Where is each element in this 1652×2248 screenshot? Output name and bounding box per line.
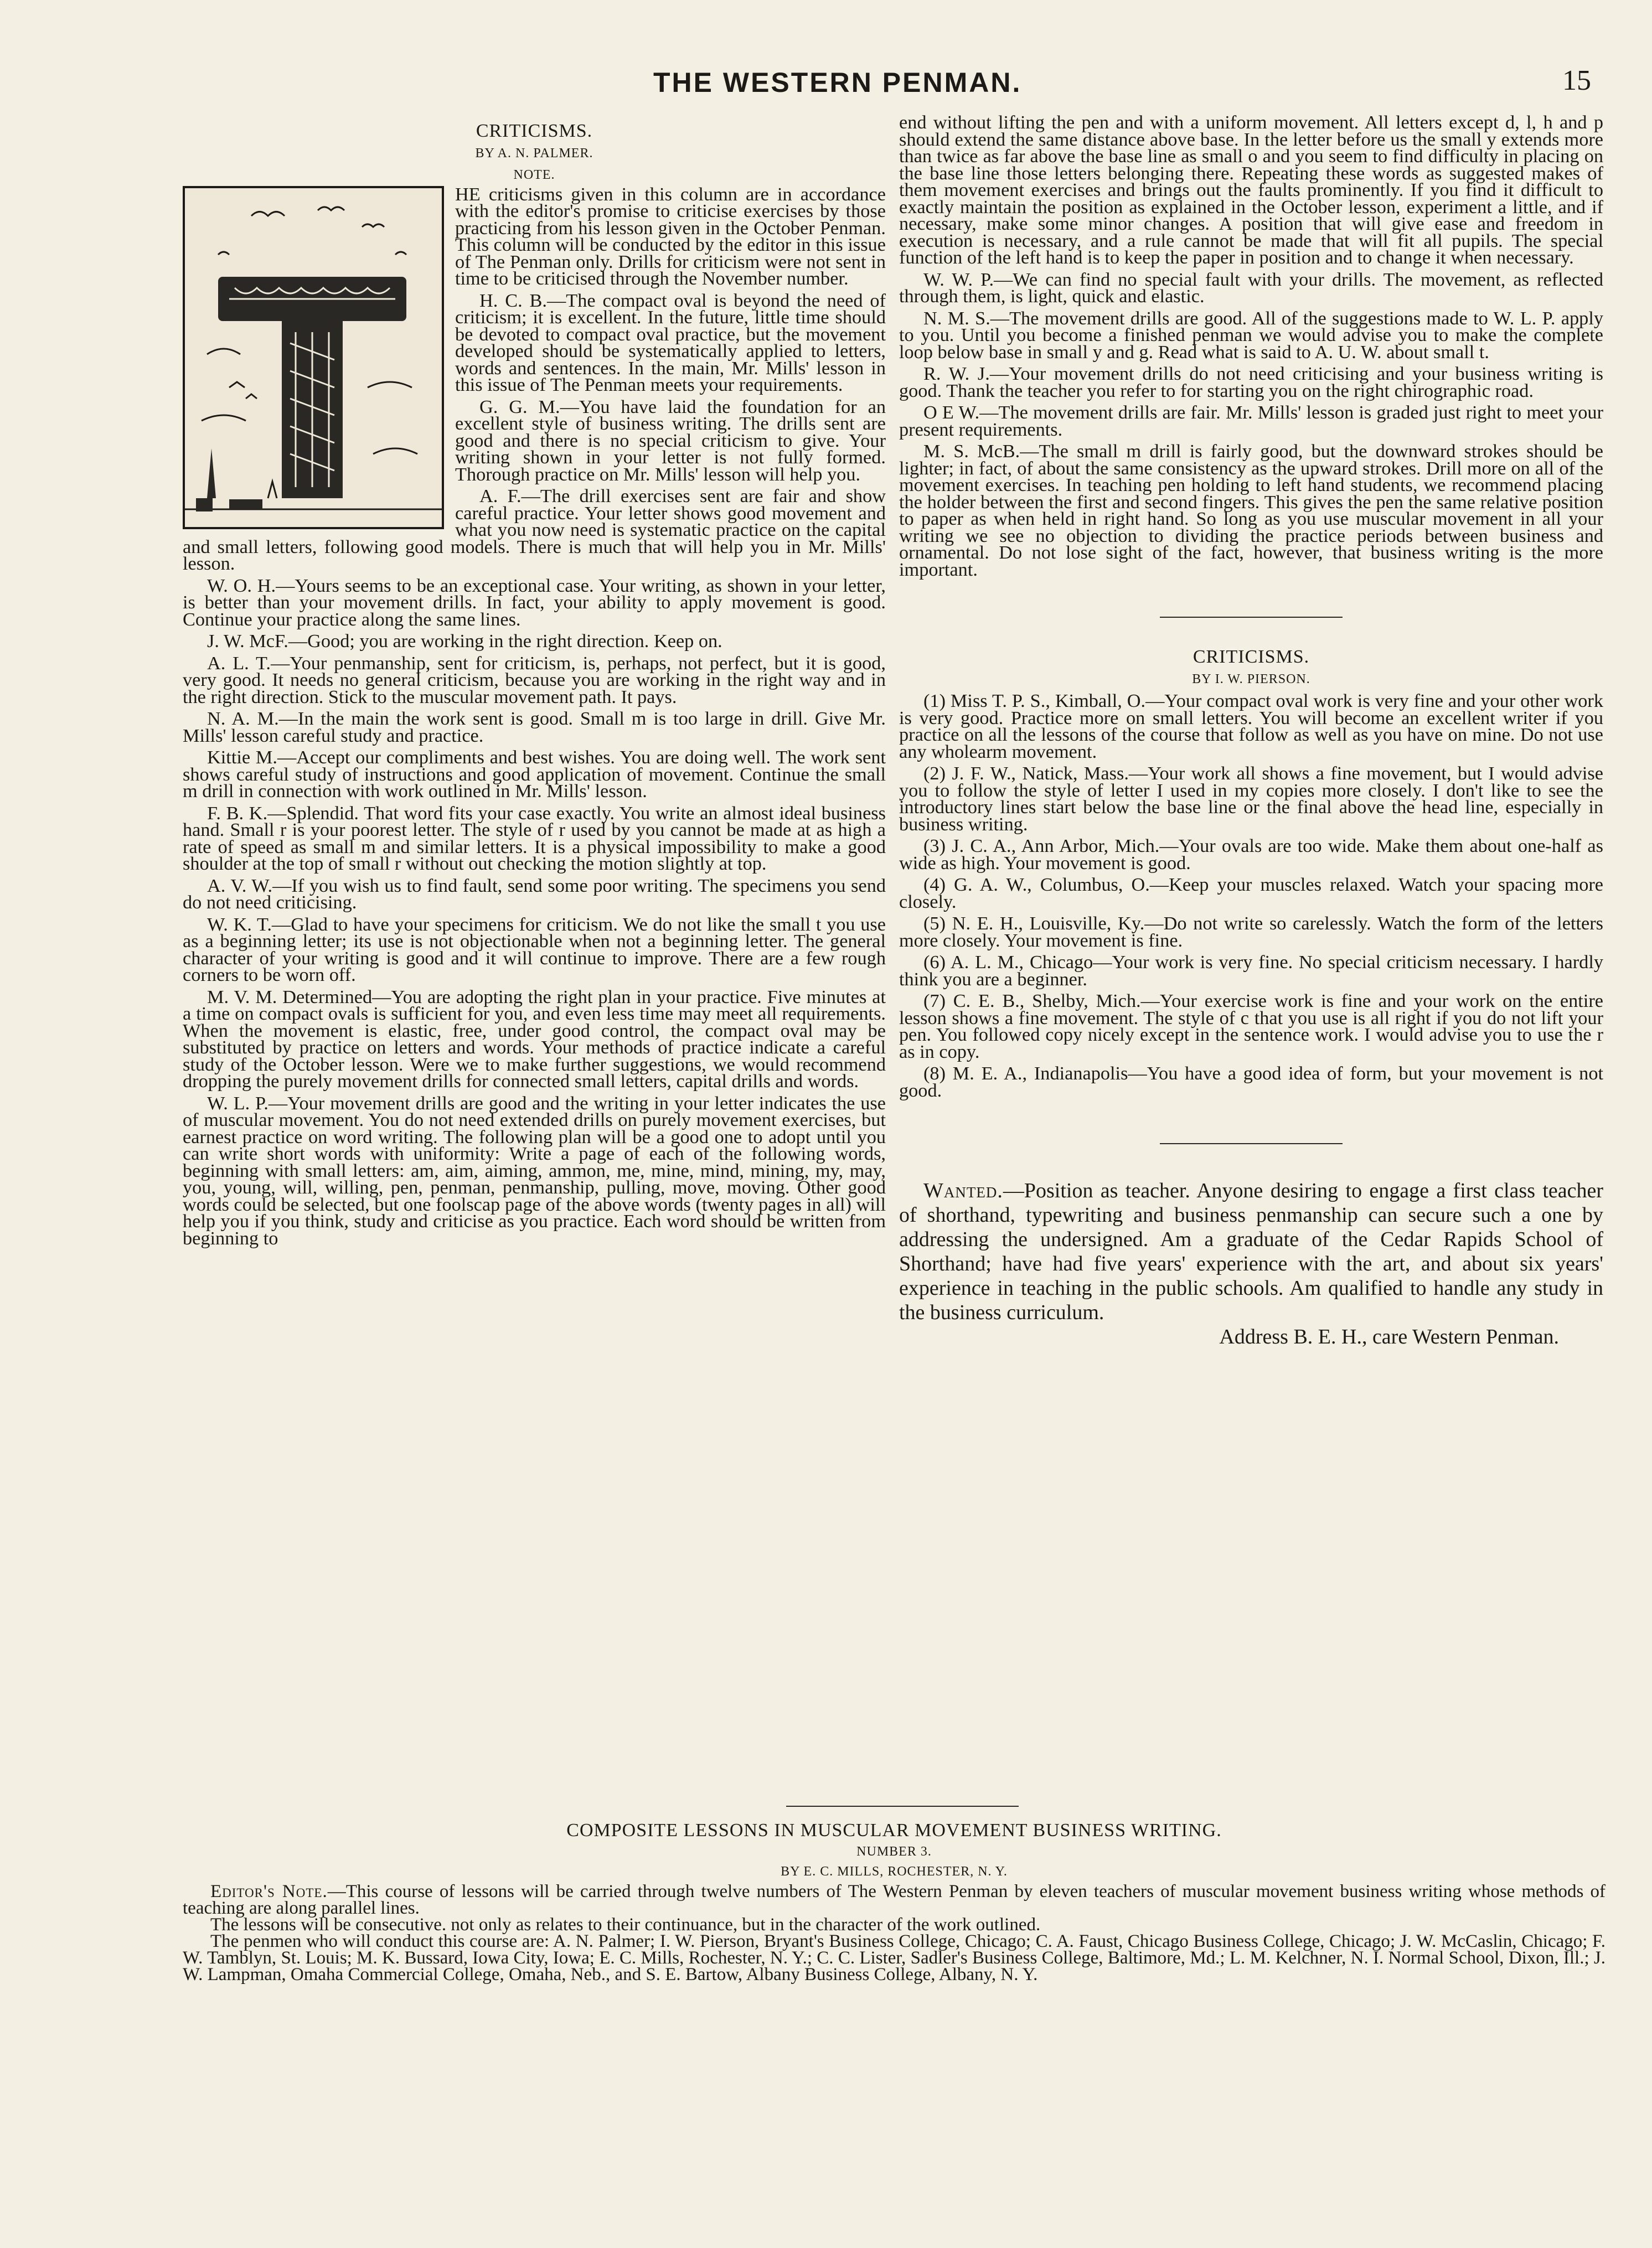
pierson-heading: CRITICISMS. <box>1192 647 1310 667</box>
palmer-intro: HE criticisms given in this column are in accordance with the editor's promise to criticise exercises by those practicing from his lesson given in the October Penman. This column will be conducted by the editor in this issue of The Penman only. Drills for criticism were not sent in time to be criticised through the November number. <box>455 183 886 289</box>
criticism-paragraph: G. G. M.—You have laid the foundation for an excellent style of business writing. The drills sent are good and there is no special criticism to give. Your writing shown in your letter is not fully formed. Thorough practice on Mr. Mills' lesson will help you. <box>455 396 886 485</box>
criticism-paragraph: A. V. W.—If you wish us to find fault, send some poor writing. The specimens you send do not need criticising. <box>183 875 886 913</box>
criticism-paragraph: A. L. T.—Your penmanship, sent for criticism, is, perhaps, not perfect, but it is good, very good. It needs no general criticism, because you are working in the right way and in the right direction. Stick to the muscular movement path. It pays. <box>183 652 886 707</box>
wanted-signature: Address B. E. H., care Western Penman. <box>1219 1325 1559 1348</box>
criticism-paragraph: J. W. McF.—Good; you are working in the right direction. Keep on. <box>207 631 722 652</box>
editors-note-label: Editor's Note. <box>210 1882 328 1901</box>
criticism-paragraph: N. A. M.—In the main the work sent is good. Small m is too large in drill. Give Mr. Mills' lesson careful study and practice. <box>183 708 886 746</box>
penmen-list: The penmen who will conduct this course are: A. N. Palmer; I. W. Pierson, Bryant's Business College, Chicago; C. A. Faust, Chicago Business College, Chicago; J. W. McCaslin, Chicago; F. W. Tamblyn, St. Louis; M. K. Bussard, Iowa City, Iowa; E. C. Mills, Rochester, N. Y.; C. C. Lister, Sadler's Business College, Baltimore, Md.; L. M. Kelchner, N. I. Normal School, Dixon, Ill.; J. W. Lampman, Omaha Commercial College, Omaha, Neb., and S. E. Bartow, Albany Business College, Albany, N. Y. <box>183 1931 1605 1985</box>
section-divider <box>1160 1143 1343 1144</box>
criticism-paragraph: O E W.—The movement drills are fair. Mr. Mills' lesson is graded just right to meet your present requirements. <box>899 402 1603 440</box>
criticism-paragraph: M. V. M. Determined—You are adopting the right plan in your practice. Five minutes at a time on compact ovals is sufficient for you, and even less time may meet all requirements. When the movement is elastic, free, under good control, the compact oval may be substituted by practice on letters and words. Your methods of practice indicate a careful study of the October lesson. Were we to make further suggestions, we would recommend dropping the purely movement drills for connected small letters, capital drills and words. <box>183 986 886 1092</box>
mills-byline: BY E. C. MILLS, ROCHESTER, N. Y. <box>781 1864 1008 1879</box>
pierson-paragraph: (8) M. E. A., Indianapolis—You have a good idea of form, but your movement is not good. <box>899 1063 1603 1101</box>
criticism-paragraph: end without lifting the pen and with a uniform movement. All letters except d, l, h and p should extend the same distance above base. In the letter before us the small y extends more than twice as far above the base line as small o and you seem to find difficulty in placing on the base line those letters belonging there. Repeating these words as suggested makes of them movement exercises and brings out the faults prominently. If you find it difficult to exactly maintain the position as explained in the October lesson, experiment a little, and if necessary, make some minor changes. A position that will give ease and freedom in execution is necessary, and a rule cannot be made that will fit all pupils. The special function of the left hand is to keep the paper in position and to change it when necessary. <box>899 112 1603 268</box>
initial-t-illustration-icon <box>185 188 442 527</box>
wanted-advertisement <box>899 1179 1603 1349</box>
criticism-paragraph: F. B. K.—Splendid. That word fits your case exactly. You write an almost ideal business hand. Small r is your poorest letter. The style of r used by you cannot be made at as high a rate of speed as small m and similar letters. It is a physical impossibility to make a good shoulder at the top of small r without out checking the motion slightly at top. <box>183 802 886 874</box>
criticism-paragraph: W. L. P.—Your movement drills are good and the writing in your letter indicates the use of muscular movement. You do not need extended drills on purely movement exercises, but earnest practice on word writing. The following plan will be a good one to adopt until you can write short words with uniformity: Write a page of each of the following words, beginning with small letters: am, aim, aiming, ammon, me, mine, mind, mining, my, may, you, young, will, willing, pen, penman, penmanship, pulling, move, moving. Other good words could be selected, but one foolscap page of the above words (twenty pages in all) will help you if you think, study and criticise as you practice. Each word should be written from beginning to <box>183 1092 886 1249</box>
pierson-paragraph: (6) A. L. M., Chicago—Your work is very fine. No special criticism necessary. I hardly think you are a beginner. <box>899 952 1603 990</box>
right-column <box>899 114 1603 1349</box>
composite-lessons-heading: COMPOSITE LESSONS IN MUSCULAR MOVEMENT BUSINESS WRITING. <box>566 1820 1222 1841</box>
wanted-label: Wanted. <box>923 1179 1003 1202</box>
criticism-paragraph: W. W. P.—We can find no special fault with your drills. The movement, as reflected through them, is light, quick and elastic. <box>899 268 1603 307</box>
criticism-paragraph: H. C. B.—The compact oval is beyond the need of criticism; it is excellent. In the future, little time should be devoted to compact oval practice, but the movement developed should be systematically applied to letters, words and sentences. In the main, Mr. Mills' lesson in this issue of The Penman meets your requirements. <box>455 290 886 395</box>
criticism-paragraph: W. O. H.—Yours seems to be an exceptional case. Your writing, as shown in your letter, is better than your movement drills. In fact, your ability to apply movement is good. Continue your practice along the same lines. <box>183 575 886 630</box>
criticisms-heading: CRITICISMS. <box>476 121 593 141</box>
decorative-initial-t <box>183 186 444 529</box>
note-label: NOTE. <box>513 168 555 182</box>
lesson-number: NUMBER 3. <box>856 1844 932 1859</box>
wanted-text: —Position as teacher. Anyone desiring to engage a first class teacher of shorthand, typewriting and business penmanship can secure such a one by addressing the undersigned. Am a graduate of the Cedar Rapids School of Shorthand; have had five years' experience with the art, and about six years' experience in teaching in the public schools. Am qualified to handle any study in the business curriculum. <box>899 1179 1603 1324</box>
pierson-paragraph: (4) G. A. W., Columbus, O.—Keep your muscles relaxed. Watch your spacing more closely. <box>899 874 1603 912</box>
criticism-paragraph: M. S. McB.—The small m drill is fairly good, but the downward strokes should be lighter; in fact, of about the same consistency as the upward strokes. Drill more on all of the movement exercises. In teaching pen holding to left hand students, we recommend placing the holder between the first and second fingers. This gives the pen the same relative position to paper as when held in right hand. So long as you use muscular movement in all your writing we see no objection to dividing the practice periods between business and ornamental. Do not lose sight of the fact, however, that business writing is the more important. <box>899 441 1603 580</box>
pierson-paragraph: (3) J. C. A., Ann Arbor, Mich.—Your ovals are too wide. Make them about one-half as wide as high. Your movement is good. <box>899 835 1603 874</box>
editors-note-text: —This course of lessons will be carried through twelve numbers of The Western Penman by eleven teachers of muscular movement business writing whose methods of teaching are along parallel lines. <box>183 1882 1606 1918</box>
pierson-byline: BY I. W. PIERSON. <box>1192 671 1310 686</box>
pierson-paragraph: (2) J. F. W., Natick, Mass.—Your work all shows a fine movement, but I would advise you to follow the style of letter I used in my copies more closely. I don't like to see the introductory lines start below the base line or the final above the head line, especially in business writing. <box>899 763 1603 835</box>
left-column <box>183 123 886 1252</box>
editors-note-line: The lessons will be consecutive. not only as relates to their continuance, but in the character of the work outlined. <box>210 1915 1041 1935</box>
composite-lessons-section <box>183 1822 1605 1983</box>
section-divider <box>1160 617 1343 618</box>
criticism-paragraph: R. W. J.—Your movement drills do not need criticising and your business writing is good. Thank the teacher you refer to for starting you on the right chirographic road. <box>899 363 1603 401</box>
section-divider <box>786 1806 1019 1807</box>
pierson-paragraph: (5) N. E. H., Louisville, Ky.—Do not write so carelessly. Watch the form of the letters more closely. Your movement is fine. <box>899 913 1603 951</box>
criticism-paragraph: W. K. T.—Glad to have your specimens for criticism. We do not like the small t you use as a beginning letter; its use is not objectionable when not a beginning letter. The general character of your writing is good and it will continue to improve. There are a few rough corners to be worn off. <box>183 913 886 985</box>
criticism-paragraph: Kittie M.—Accept our compliments and best wishes. You are doing well. The work sent shows careful study of instructions and good application of movement. Continue the small m drill in connection with work outlined in Mr. Mills' lesson. <box>183 747 886 802</box>
palmer-byline: BY A. N. PALMER. <box>475 146 593 161</box>
criticism-paragraph: N. M. S.—The movement drills are good. All of the suggestions made to W. L. P. apply to you. Until you become a finished penman we would advise you to make the complete loop below base in small y and g. Read what is said to A. U. W. about small t. <box>899 307 1603 363</box>
pierson-paragraph: (1) Miss T. P. S., Kimball, O.—Your compact oval work is very fine and your other work is very good. Practice more on small letters. You will become an excellent writer if you practice on all the lessons of the course that follow as well as you have on mine. Do not use any wholearm movement. <box>899 690 1603 762</box>
criticism-paragraph: A. F.—The drill exercises sent are fair and show careful practice. Your letter shows good movement and what you now need is systematic practice on the capital and small letters, following good models. There is much that will help you in Mr. Mills' lesson. <box>183 485 886 574</box>
masthead: THE WESTERN PENMAN. <box>653 67 1022 98</box>
editors-note <box>183 1883 1605 1916</box>
pierson-paragraph: (7) C. E. B., Shelby, Mich.—Your exercise work is fine and your work on the entire lesson shows a fine movement. The style of c that you use is all right if you do not lift your pen. You followed copy nicely except in the sentence work. I would advise you to use the r as in copy. <box>899 990 1603 1062</box>
page-number: 15 <box>1562 65 1591 96</box>
